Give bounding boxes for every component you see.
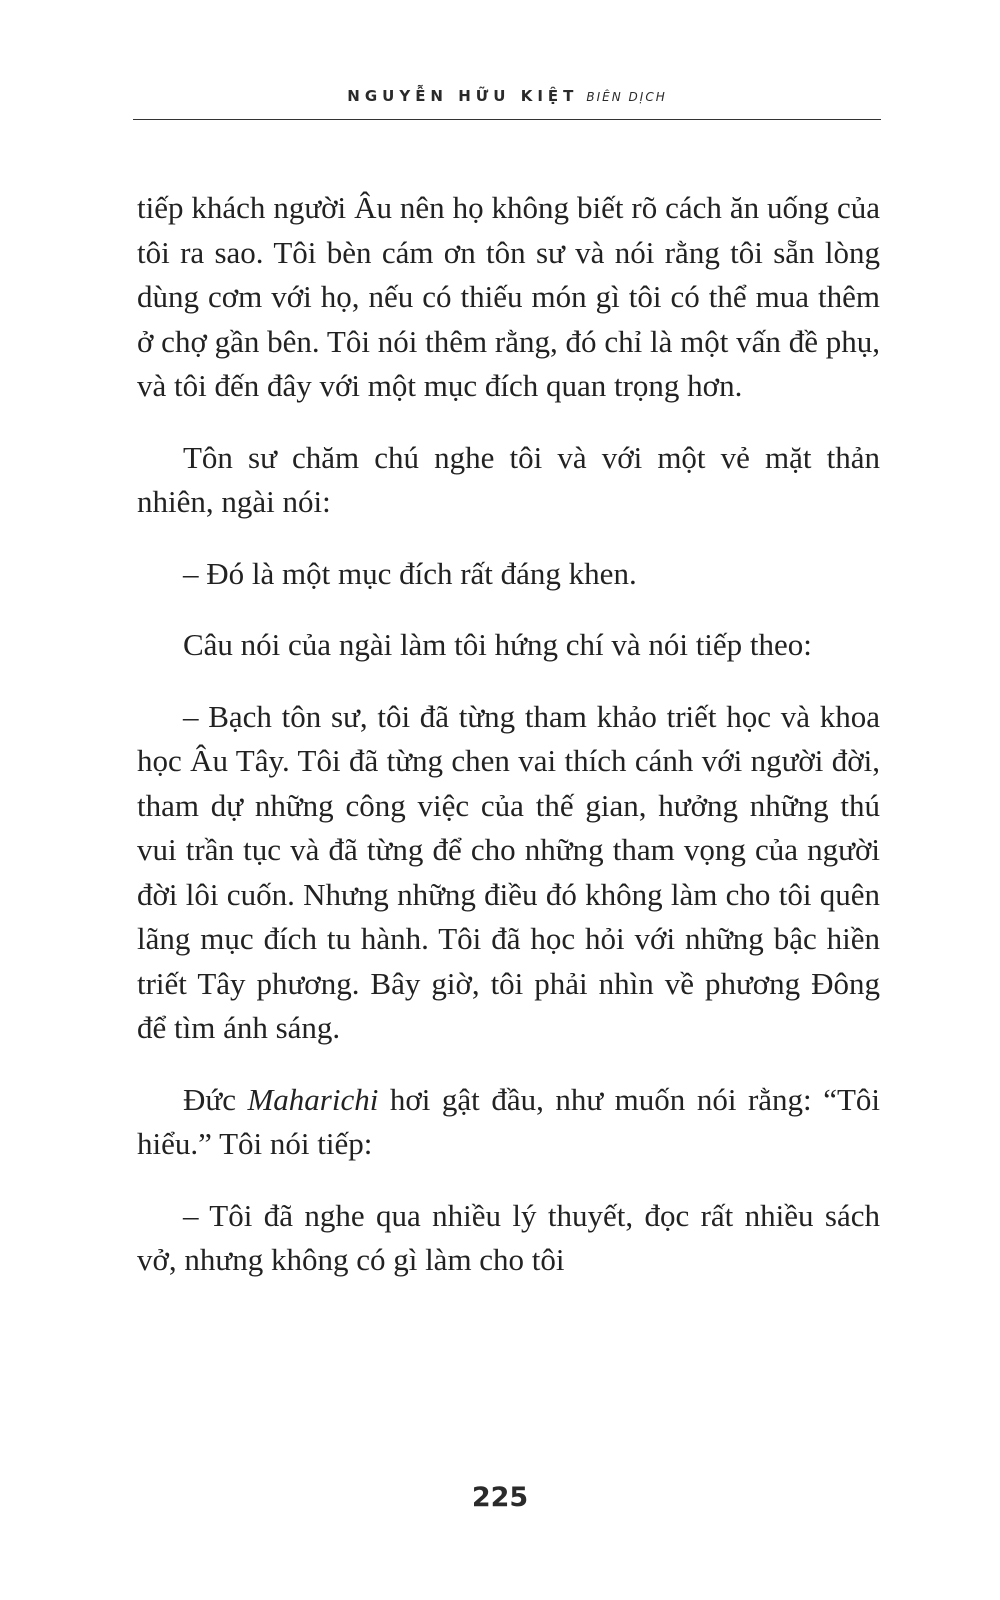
header-divider — [133, 119, 881, 120]
header-author: NGUYỄN HỮU KIỆT — [347, 87, 579, 105]
page-body — [137, 186, 880, 1310]
dialogue-line-2: – Bạch tôn sư, tôi đã từng tham khảo triết học và khoa học Âu Tây. Tôi đã từng chen vai thích cánh với người đời, tham dự những công việc của thế gian, hưởng những thú vui trần tục và đã từng để cho những tham vọng của người đời lôi cuốn. Nhưng những điều đó không làm cho tôi quên lãng mục đích tu hành. Tôi đã học hỏi với những bậc hiền triết Tây phương. Bây giờ, tôi phải nhìn về phương Đông để tìm ánh sáng. — [137, 698, 880, 1045]
paragraph-2: Tôn sư chăm chú nghe tôi và với một vẻ mặt thản nhiên, ngài nói: — [137, 439, 880, 519]
page-number: 225 — [471, 1482, 529, 1513]
dialogue-line-3: – Tôi đã nghe qua nhiều lý thuyết, đọc rất nhiều sách vở, nhưng không có gì làm cho tôi — [137, 1197, 880, 1277]
running-header — [133, 86, 881, 105]
paragraph-1: tiếp khách người Âu nên họ không biết rõ cách ăn uống của tôi ra sao. Tôi bèn cám ơn tôn sư và nói rằng tôi sẵn lòng dùng cơm với họ, nếu có thiếu món gì tôi có thể mua thêm ở chợ gần bên. Tôi nói thêm rằng, đó chỉ là một vấn đề phụ, và tôi đến đây với một mục đích quan trọng hơn. — [137, 190, 880, 403]
paragraph-4-start: Đức — [183, 1081, 248, 1117]
paragraph-3: Câu nói của ngài làm tôi hứng chí và nói tiếp theo: — [183, 627, 812, 662]
header-role: BIÊN DỊCH — [586, 90, 667, 104]
paragraph-4-end: hơi gật đầu, như muốn nói rằng: “Tôi hiểu.” Tôi nói tiếp: — [137, 1081, 880, 1161]
emphasis-name: Maharichi — [247, 1081, 379, 1117]
dialogue-line-1: – Đó là một mục đích rất đáng khen. — [183, 555, 637, 591]
paragraph-4 — [137, 1078, 880, 1167]
